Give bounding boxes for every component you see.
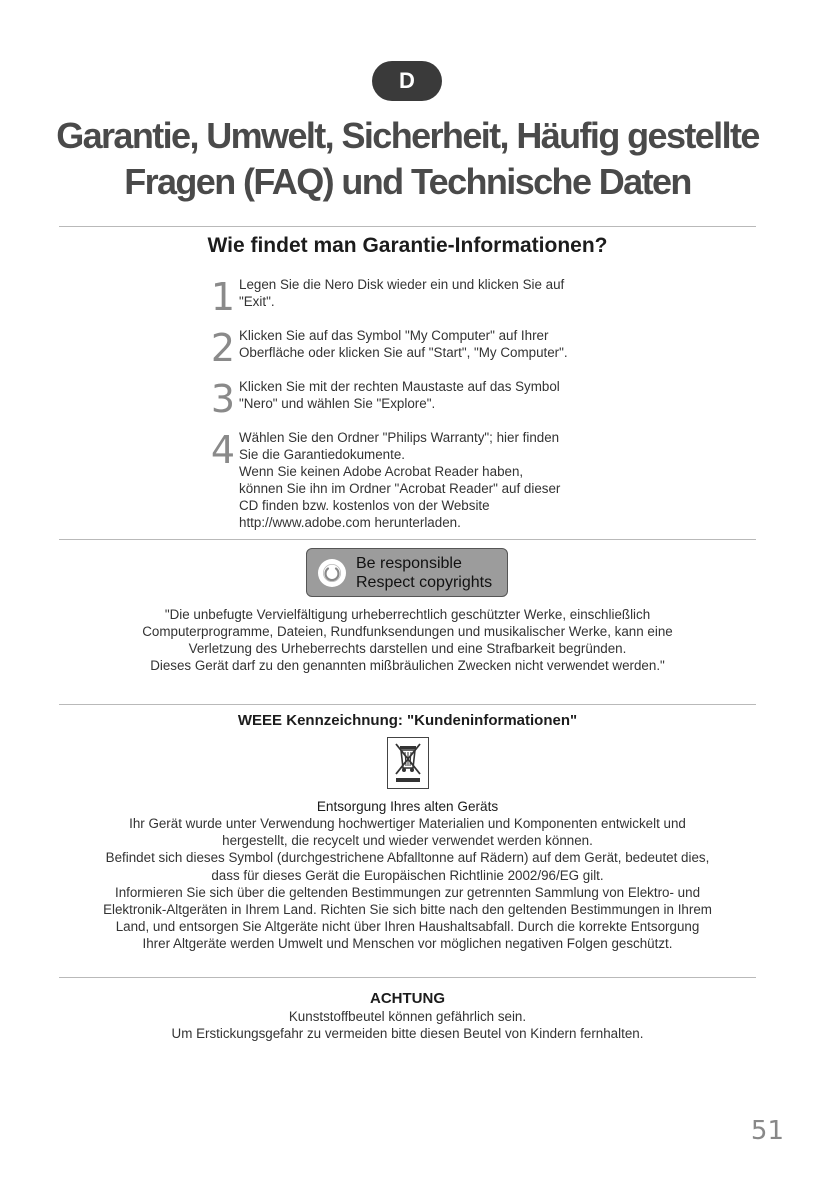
logo-line: Respect copyrights: [356, 573, 493, 591]
weee-line: Ihr Gerät wurde unter Verwendung hochwertiger Materialien und Komponenten entwickelt und: [129, 816, 686, 831]
step-line: "Exit".: [239, 294, 275, 309]
warranty-steps: [195, 276, 615, 543]
step-line: CD finden bzw. kostenlos von der Website: [239, 498, 490, 513]
power-icon: [318, 559, 346, 587]
step-item: [195, 326, 615, 370]
weee-line: Ihrer Altgeräte werden Umwelt und Menschen vor möglichen negativen Folgen geschützt.: [142, 936, 673, 952]
notice-line: Computerprogramme, Dateien, Rundfunksendungen und musikalischer Werke, kann eine: [142, 624, 673, 639]
divider: [59, 539, 756, 540]
warranty-heading: Wie findet man Garantie-Informationen?: [207, 234, 608, 257]
weee-line: Informieren Sie sich über die geltenden Bestimmungen zur getrennten Sammlung von Elektro- und: [114, 884, 701, 900]
caution-line: Kunststoffbeutel können gefährlich sein.: [288, 1009, 527, 1024]
step-line: Klicken Sie mit der rechten Maustaste auf das Symbol: [239, 379, 560, 394]
logo-line: Be responsible: [356, 554, 462, 572]
step-number: 2: [210, 326, 235, 370]
step-number: 4: [210, 428, 235, 472]
step-text: [239, 276, 564, 310]
be-responsible-logo: [306, 548, 508, 597]
step-text: [239, 378, 560, 412]
step-line: können Sie ihn im Ordner "Acrobat Reader" auf dieser: [239, 481, 561, 496]
weee-line: Befindet sich dieses Symbol (durchgestrichene Abfalltonne auf Rädern) auf dem Gerät, bedeutet dies,: [105, 850, 710, 866]
step-number: 3: [210, 377, 235, 421]
weee-line: hergestellt, die recycelt und wieder verwendet werden können.: [222, 833, 593, 849]
step-line: Sie die Garantiedokumente.: [239, 447, 405, 462]
step-line: Wenn Sie keinen Adobe Acrobat Reader haben,: [239, 464, 524, 479]
disposal-subheading: Entsorgung Ihres alten Geräts: [316, 799, 499, 814]
weee-heading: WEEE Kennzeichnung: "Kundeninformationen": [237, 712, 578, 729]
caution-heading: ACHTUNG: [370, 990, 445, 1007]
logo-text: [356, 554, 492, 592]
divider: [59, 977, 756, 978]
weee-line: dass für dieses Gerät die Europäischen Richtlinie 2002/96/EG gilt.: [211, 867, 604, 883]
notice-line: "Die unbefugte Vervielfältigung urheberrechtlich geschützter Werke, einschließlich: [164, 607, 651, 622]
notice-line: Dieses Gerät darf zu den genannten mißbräulichen Zwecken nicht verwendet werden.": [150, 658, 665, 673]
divider: [59, 704, 756, 705]
step-line: Wählen Sie den Ordner "Philips Warranty"; hier finden: [239, 430, 560, 445]
step-number: 1: [210, 275, 235, 319]
weee-text: [59, 815, 756, 953]
step-line: Legen Sie die Nero Disk wieder ein und klicken Sie auf: [239, 277, 565, 292]
step-line: "Nero" und wählen Sie "Explore".: [239, 396, 436, 411]
weee-line: Elektronik-Altgeräten in Ihrem Land. Richten Sie sich bitte nach den geltenden Bestimmungen in Ihrem: [103, 902, 712, 918]
language-badge: D: [372, 61, 442, 101]
notice-line: Verletzung des Urheberrechts darstellen und eine Strafbarkeit begründen.: [188, 641, 627, 656]
caution-text: [59, 1008, 756, 1042]
step-text: [239, 327, 568, 361]
weee-line: Land, und entsorgen Sie Altgeräte nicht über Ihren Haushaltsabfall. Durch die korrekte Entsorgung: [115, 919, 700, 935]
step-text: [239, 429, 560, 531]
divider: [59, 226, 756, 227]
caution-line: Um Erstickungsgefahr zu vermeiden bitte diesen Beutel von Kindern fernhalten.: [171, 1026, 644, 1041]
page-title-line: Fragen (FAQ) und Technische Daten: [124, 161, 691, 202]
step-item: [195, 275, 615, 319]
copyright-notice: [59, 606, 756, 674]
step-line: http://www.adobe.com herunterladen.: [239, 515, 461, 530]
crossed-out-wheelie-bin-icon: [387, 737, 429, 789]
step-line: Oberfläche oder klicken Sie auf "Start", "My Computer".: [239, 345, 568, 360]
page-title-line: Garantie, Umwelt, Sicherheit, Häufig gestellte: [56, 115, 759, 156]
step-item: [195, 377, 615, 421]
page-number: 51: [750, 1116, 784, 1146]
step-item: [195, 429, 615, 531]
page-title: [30, 113, 785, 205]
step-line: Klicken Sie auf das Symbol "My Computer" auf Ihrer: [239, 328, 549, 343]
